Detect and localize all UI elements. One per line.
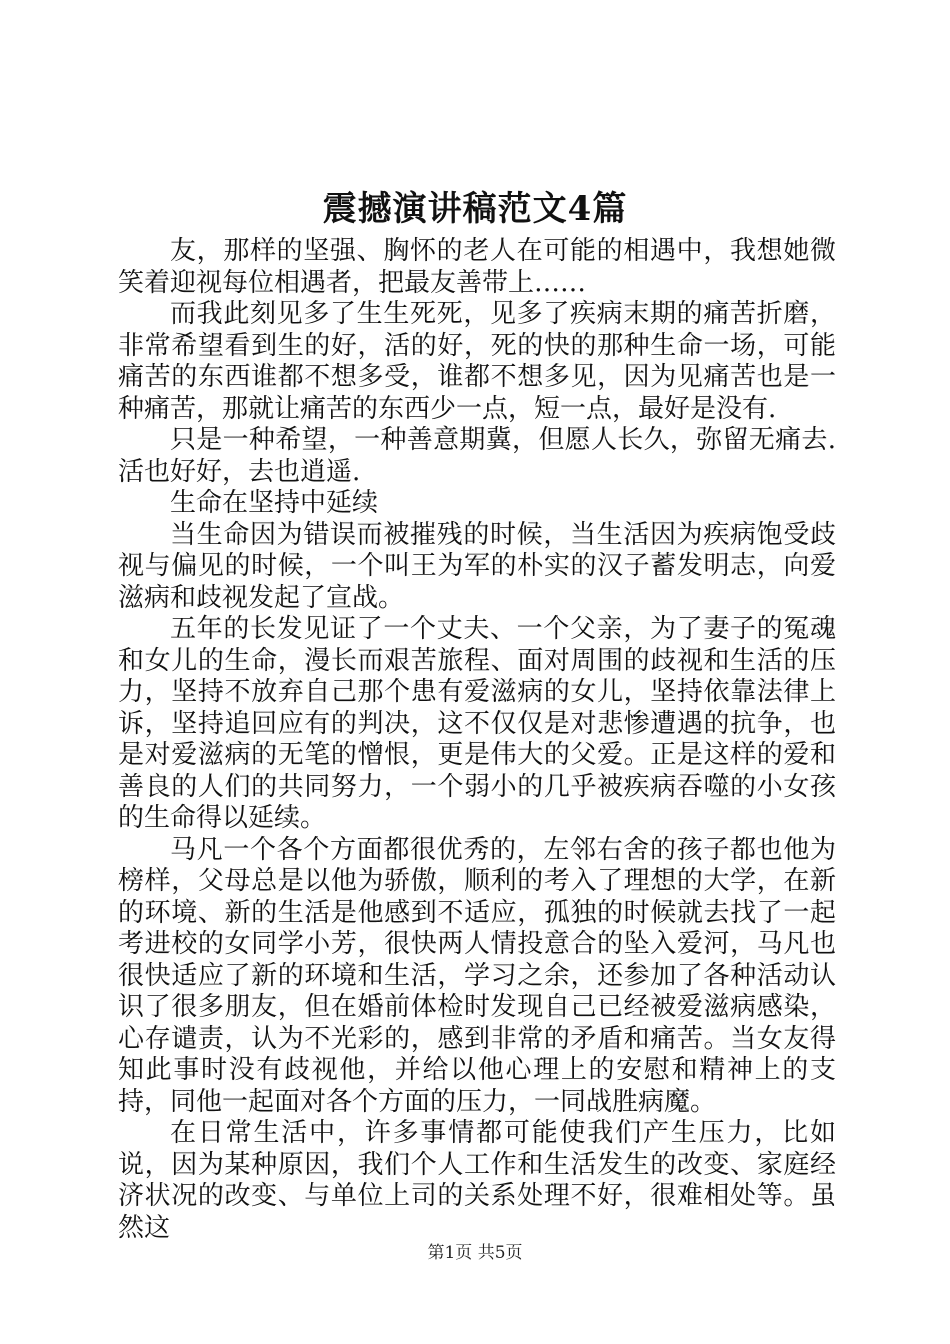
paragraph: 在日常生活中，许多事情都可能使我们产生压力，比如说，因为某种原因，我们个人工作和生活发生的改变、家庭经济状况的改变、与单位上司的关系处理不好，很难相处等。虽然这 — [118, 1118, 836, 1243]
paragraph: 五年的长发见证了一个丈夫、一个父亲，为了妻子的冤魂和女儿的生命，漫长而艰苦旅程、面对周围的歧视和生活的压力，坚持不放弃自己那个患有爱滋病的女儿，坚持依靠法律上诉，坚持追回应有的判决，这不仅仅是对悲惨遭遇的抗争，也是对爱滋病的无笔的憎恨，更是伟大的父爱。正是这样的爱和善良的人们的共同努力，一个弱小的几乎被疾病吞噬的小女孩的生命得以延续。 — [118, 614, 836, 833]
document-body — [118, 236, 836, 1244]
paragraph: 当生命因为错误而被摧残的时候，当生活因为疾病饱受歧视与偏见的时候，一个叫王为军的朴实的汉子蓄发明志，向爱滋病和歧视发起了宣战。 — [118, 519, 836, 613]
section-heading: 生命在坚持中延续 — [170, 488, 379, 518]
paragraph: 只是一种希望，一种善意期冀，但愿人长久，弥留无痛去.活也好好，去也逍遥. — [118, 425, 836, 487]
paragraph: 马凡一个各个方面都很优秀的，左邻右舍的孩子都也他为榜样，父母总是以他为骄傲，顺利的考入了理想的大学，在新的环境、新的生活是他感到不适应，孤独的时候就去找了一起考进校的女同学小芳，很快两人情投意合的坠入爱河，马凡也很快适应了新的环境和生活，学习之余，还参加了各种活动认识了很多朋友，但在婚前体检时发现自己已经被爱滋病感染，心存谴责，认为不光彩的，感到非常的矛盾和痛苦。当女友得知此事时没有歧视他，并给以他心理上的安慰和精神上的支持，同他一起面对各个方面的压力，一同战胜病魔。 — [118, 834, 836, 1117]
page-title: 震撼演讲稿范文4篇 — [322, 189, 628, 229]
paragraph: 而我此刻见多了生生死死，见多了疾病末期的痛苦折磨，非常希望看到生的好，活的好，死的快的那种生命一场，可能痛苦的东西谁都不想多受，谁都不想多见，因为见痛苦也是一种痛苦，那就让痛苦的东西少一点，短一点，最好是没有. — [118, 299, 836, 424]
page-footer: 第1页 共5页 — [427, 1243, 523, 1263]
paragraph: 友，那样的坚强、胸怀的老人在可能的相遇中，我想她微笑着迎视每位相遇者，把最友善带上…… — [118, 236, 836, 298]
